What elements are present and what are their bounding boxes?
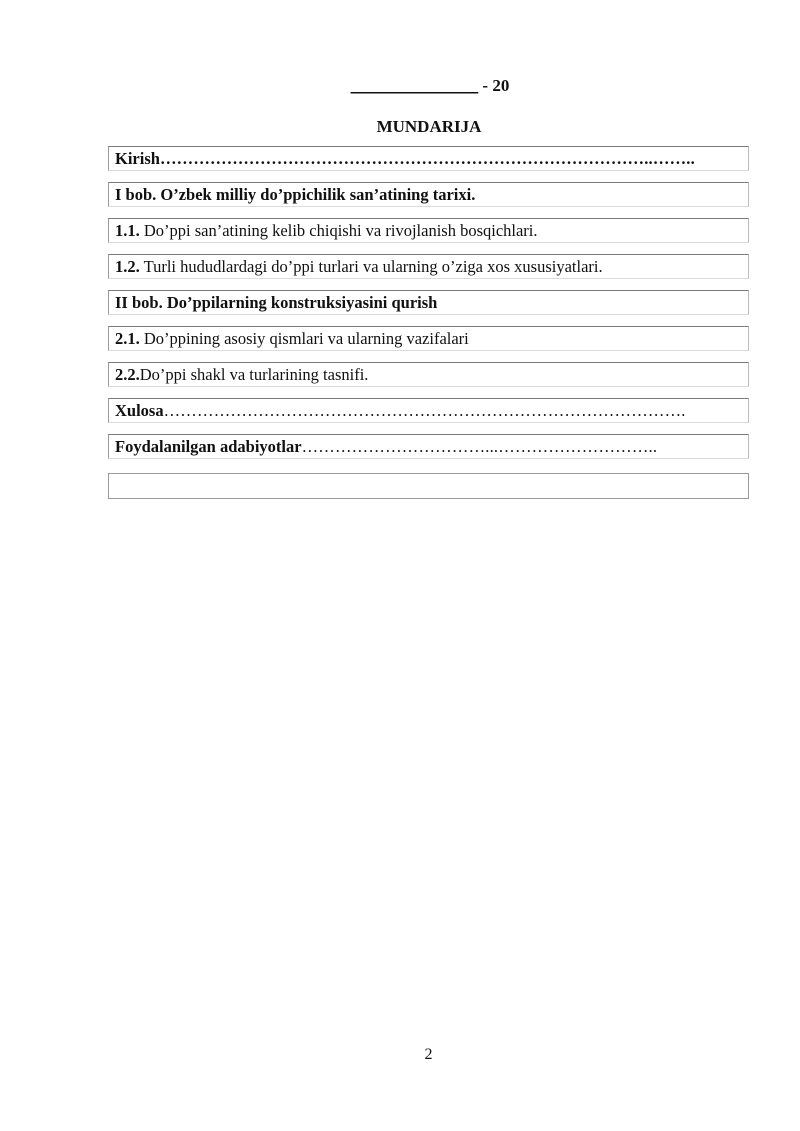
toc-number: 2.1. — [115, 329, 140, 348]
toc-row-chapter-1 — [108, 182, 749, 207]
toc-dots: ……………………………………………………………………………..…….. — [159, 149, 695, 168]
toc-row-adabiyotlar — [108, 434, 749, 459]
toc-text: Do’ppining asosiy qismlari va ularning vazifalari — [139, 329, 469, 348]
toc-row-empty — [108, 473, 749, 499]
toc-text: Kirish — [115, 149, 160, 168]
page-title: MUNDARIJA — [376, 117, 482, 136]
toc-text: Xulosa — [115, 401, 164, 420]
toc-row-1-2 — [108, 254, 749, 279]
toc-row-2-1 — [108, 326, 749, 351]
toc-dots: ……………………………...……………………….. — [301, 437, 658, 456]
toc-number: 2.2. — [115, 365, 140, 384]
toc-text: I bob. O’zbek milliy do’ppichilik san’atining tarixi. — [115, 185, 476, 204]
table-of-contents — [108, 146, 749, 510]
toc-text: Do’ppi shakl va turlarining tasnifi. — [139, 365, 369, 384]
toc-text: Foydalanilgan adabiyotlar — [115, 437, 302, 456]
toc-row-xulosa — [108, 398, 749, 423]
toc-text: Turli hududlardagi do’ppi turlari va ularning o’ziga xos xususiyatlari. — [139, 257, 603, 276]
header-blank: _______________ — [350, 76, 479, 95]
header-line — [0, 76, 800, 96]
toc-row-2-2 — [108, 362, 749, 387]
toc-number: 1.2. — [115, 257, 140, 276]
toc-row-1-1 — [108, 218, 749, 243]
page-number: 2 — [424, 1046, 433, 1063]
toc-text: Do’ppi san’atining kelib chiqishi va rivojlanish bosqichlari. — [139, 221, 538, 240]
toc-dots: …………………………………………………………………………………. — [163, 401, 686, 420]
toc-number: 1.1. — [115, 221, 140, 240]
toc-row-kirish — [108, 146, 749, 171]
toc-row-chapter-2 — [108, 290, 749, 315]
header-suffix: - 20 — [478, 76, 510, 95]
toc-text: II bob. Do’ppilarning konstruksiyasini qurish — [115, 293, 438, 312]
